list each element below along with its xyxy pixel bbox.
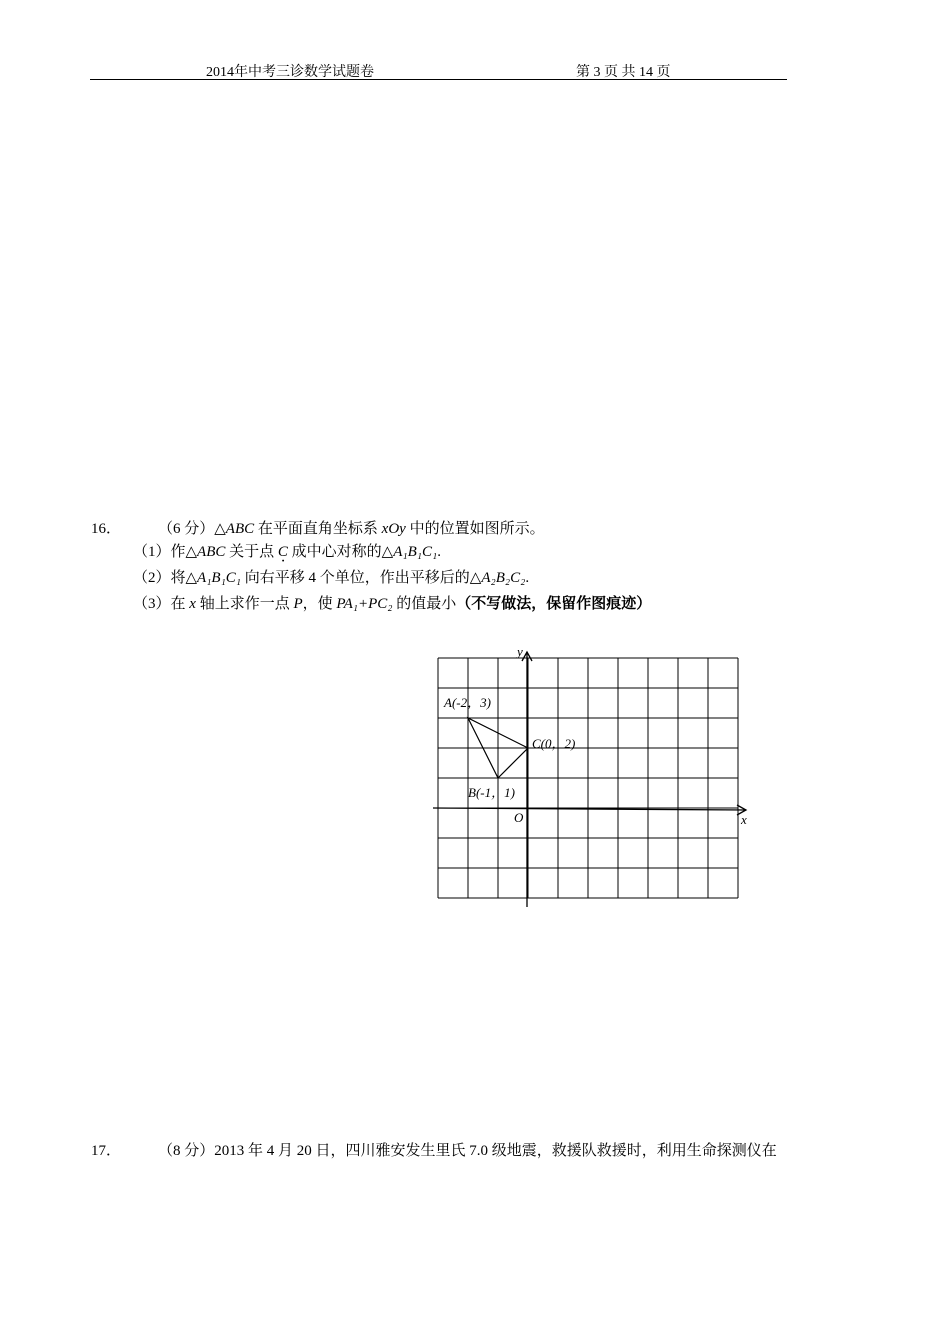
coordinate-grid-figure: [428, 640, 758, 912]
q16-number: 16．: [91, 521, 122, 537]
q16-part1: （1）作△ABC 关于点 C · 成中心对称的△A₁B₁C₁.: [133, 540, 441, 561]
header-rule: [90, 79, 787, 80]
q17-stem: （8 分）2013 年 4 月 20 日，四川雅安发生里氏 7.0 级地震，救援队救援时，利用生命探测仪在: [158, 1143, 777, 1159]
point-a-label: A(-2，3): [444, 695, 491, 710]
q16-part3: （3）在 x 轴上求作一点 P，使 PA₁+PC₂ 的值最小（不写做法，保留作图痕迹）: [133, 596, 652, 612]
grid-lines: [438, 658, 738, 898]
point-b-label: B(-1，1): [468, 785, 515, 800]
q17-number: 17．: [91, 1143, 122, 1159]
y-axis-label: y: [517, 644, 523, 659]
q16-stem: （6 分）△ABC 在平面直角坐标系 xOy 中的位置如图所示。: [158, 521, 545, 537]
q16-part2: （2）将△A₁B₁C₁ 向右平移 4 个单位，作出平移后的△A₂B₂C₂.: [133, 570, 530, 586]
origin-label: O: [514, 810, 524, 825]
header-left: 2014年中考三诊数学试题卷: [206, 65, 374, 80]
point-c-label: C(0，2): [532, 736, 576, 751]
header-right: 第 3 页 共 14 页: [576, 65, 671, 80]
x-axis-label: x: [741, 812, 747, 827]
